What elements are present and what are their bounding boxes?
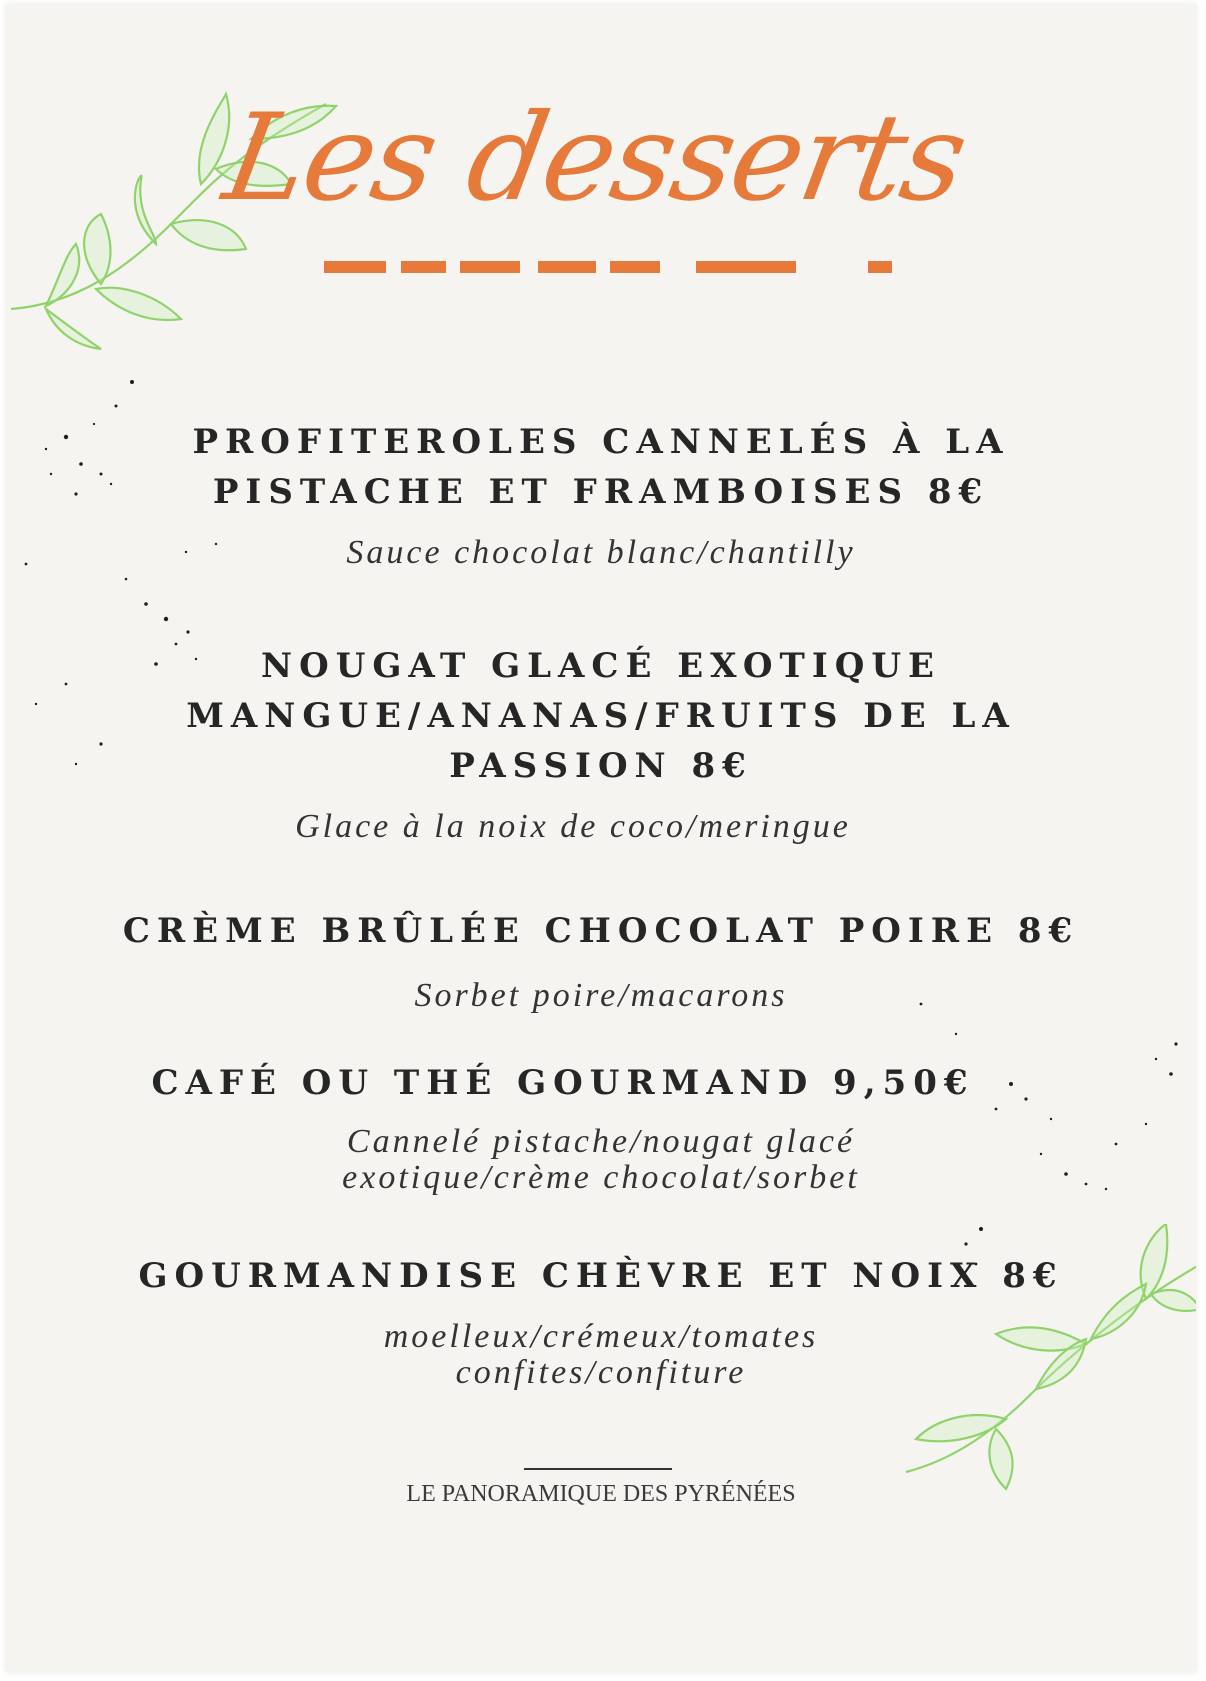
item-description-line: Sauce chocolat blanc/chantilly (346, 534, 856, 571)
item-description-line: exotique/crème chocolat/sorbet (342, 1159, 860, 1196)
menu-item (6, 641, 1196, 845)
title-underline (538, 261, 596, 273)
item-description (6, 978, 1196, 1014)
item-name (6, 906, 1196, 956)
menu-title: Les desserts (215, 89, 976, 228)
item-name-line: CAFÉ OU THÉ GOURMAND 9,50€ (151, 1063, 975, 1103)
item-name-line: GOURMANDISE CHÈVRE ET NOIX 8€ (138, 1256, 1064, 1296)
item-description (6, 1124, 1196, 1196)
item-description-line: Sorbet poire/macarons (414, 977, 788, 1014)
title-underline (460, 261, 520, 273)
item-description-line: confites/confiture (455, 1354, 747, 1391)
item-name-line: PASSION 8€ (449, 746, 753, 786)
item-name-line: NOUGAT GLACÉ EXOTIQUE (261, 646, 941, 686)
item-description-line: moelleux/crémeux/tomates (383, 1318, 819, 1355)
title-underline (868, 261, 892, 273)
footer-divider (524, 1468, 672, 1470)
item-name (6, 1058, 1158, 1108)
restaurant-name: LE PANORAMIQUE DES PYRÉNÉES (406, 1481, 796, 1507)
item-description (6, 1319, 1196, 1391)
item-description-line: Cannelé pistache/nougat glacé (346, 1123, 856, 1160)
title-underline (324, 261, 386, 273)
title-underline (696, 261, 796, 273)
item-name (6, 1251, 1196, 1301)
menu-item (6, 1058, 1196, 1196)
title-underline (401, 261, 446, 273)
menu-item (6, 906, 1196, 1014)
dessert-menu-page (6, 4, 1196, 1672)
item-description (6, 809, 1168, 845)
item-description (6, 535, 1196, 571)
title-underline (610, 261, 660, 273)
menu-item (6, 1251, 1196, 1391)
item-description-line: Glace à la noix de coco/meringue (295, 808, 851, 845)
menu-item (6, 417, 1196, 571)
item-name-line: CRÈME BRÛLÉE CHOCOLAT POIRE 8€ (122, 911, 1080, 951)
item-name-line: PROFITEROLES CANNELÉS À LA (192, 422, 1010, 462)
item-name-line: MANGUE/ANANAS/FRUITS DE LA (186, 696, 1016, 736)
item-name (6, 641, 1196, 791)
item-name (6, 417, 1196, 517)
item-name-line: PISTACHE ET FRAMBOISES 8€ (212, 472, 990, 512)
